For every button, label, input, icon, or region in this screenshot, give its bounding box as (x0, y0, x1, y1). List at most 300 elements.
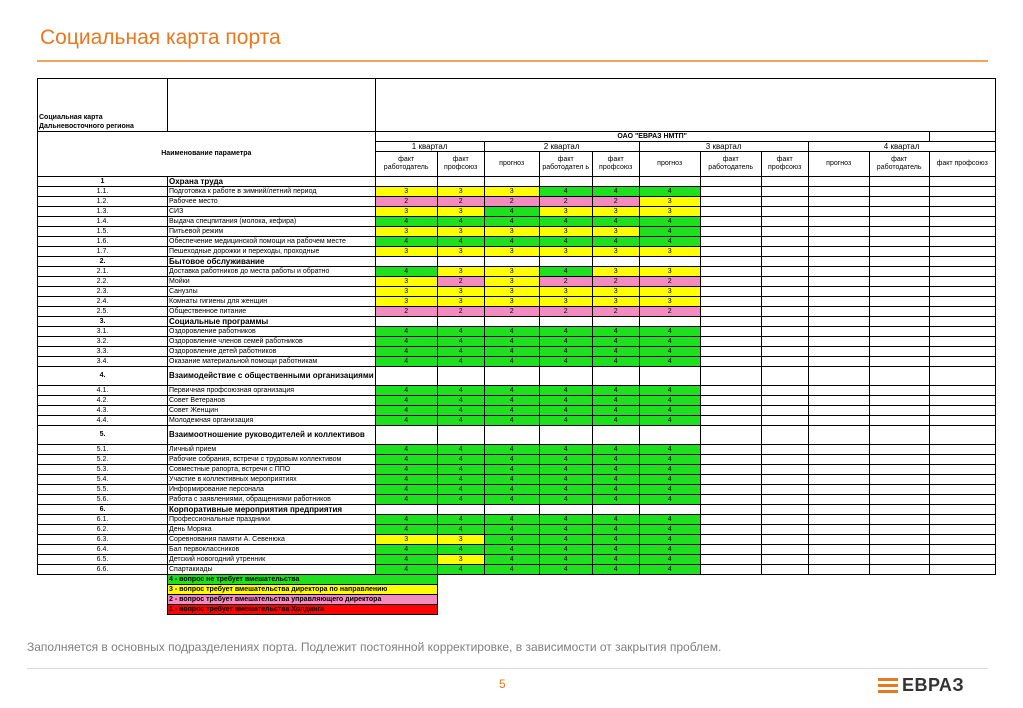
empty-cell (761, 386, 808, 396)
row-parameter: Профессиональные праздники (168, 515, 376, 525)
row-parameter: Питьевой режим (168, 227, 376, 237)
score-cell: 4 (592, 416, 639, 426)
score-cell: 3 (375, 297, 437, 307)
empty-cell (437, 177, 484, 187)
table-row (38, 455, 996, 465)
empty-cell (592, 426, 639, 445)
score-cell: 4 (539, 217, 592, 227)
empty-cell (929, 327, 995, 337)
score-cell: 4 (592, 396, 639, 406)
empty-cell (761, 515, 808, 525)
score-cell: 3 (375, 535, 437, 545)
row-parameter: Подготовка к работе в зимний/летний период (168, 187, 376, 197)
legend-item: 2 - вопрос требует вмешательства управляющего директора (168, 595, 438, 605)
score-cell: 2 (484, 197, 539, 207)
score-cell: 4 (539, 187, 592, 197)
empty-cell (869, 406, 929, 416)
legend-spacer (869, 595, 929, 605)
score-cell: 3 (437, 227, 484, 237)
empty-cell (761, 357, 808, 367)
score-cell: 4 (639, 187, 700, 197)
empty-cell (761, 197, 808, 207)
row-parameter: Рабочее место (168, 197, 376, 207)
empty-cell (761, 535, 808, 545)
score-cell: 3 (539, 227, 592, 237)
empty-cell (700, 187, 761, 197)
empty-cell (761, 555, 808, 565)
row-number: 4.3. (38, 406, 168, 416)
quarter-2: 2 квартал (484, 142, 639, 152)
score-cell: 4 (592, 485, 639, 495)
score-cell: 4 (539, 535, 592, 545)
section-row (38, 505, 996, 515)
empty-cell (808, 317, 869, 327)
empty-cell (437, 317, 484, 327)
score-cell: 4 (484, 515, 539, 525)
score-cell: 4 (539, 337, 592, 347)
empty-cell (700, 307, 761, 317)
empty-cell (869, 347, 929, 357)
empty-cell (761, 505, 808, 515)
score-cell: 4 (639, 416, 700, 426)
legend-spacer (929, 595, 995, 605)
score-cell: 4 (539, 565, 592, 575)
empty-cell (700, 297, 761, 307)
q3-fact-union: факт профсоюз (761, 152, 808, 177)
score-cell: 3 (437, 247, 484, 257)
section-number: 1 (38, 177, 168, 187)
row-number: 5.4. (38, 475, 168, 485)
legend-spacer (808, 585, 869, 595)
legend-spacer (869, 575, 929, 585)
empty-cell (761, 217, 808, 227)
section-number: 2. (38, 257, 168, 267)
score-cell: 4 (592, 445, 639, 455)
section-number: 5. (38, 426, 168, 445)
score-cell: 4 (375, 396, 437, 406)
legend-spacer (592, 575, 639, 585)
score-cell: 4 (639, 495, 700, 505)
row-number: 4.2. (38, 396, 168, 406)
table-row (38, 406, 996, 416)
score-cell: 2 (592, 197, 639, 207)
quarter-4: 4 квартал (808, 142, 995, 152)
row-parameter: Совет Ветеранов (168, 396, 376, 406)
legend-spacer (484, 605, 539, 615)
score-cell: 3 (592, 267, 639, 277)
page-number: 5 (499, 677, 506, 691)
score-cell: 4 (484, 386, 539, 396)
empty-cell (808, 367, 869, 386)
empty-cell (700, 406, 761, 416)
score-cell: 4 (639, 337, 700, 347)
empty-cell (808, 505, 869, 515)
score-cell: 3 (539, 207, 592, 217)
empty-cell (700, 545, 761, 555)
score-cell: 4 (539, 525, 592, 535)
score-cell: 4 (484, 535, 539, 545)
score-cell: 4 (437, 445, 484, 455)
score-cell: 4 (375, 406, 437, 416)
empty-cell (700, 317, 761, 327)
q1-fact-union: факт профсоюз (437, 152, 484, 177)
empty-cell (929, 297, 995, 307)
section-row (38, 426, 996, 445)
empty-cell (808, 297, 869, 307)
score-cell: 4 (375, 485, 437, 495)
empty-cell (869, 197, 929, 207)
empty-cell (700, 257, 761, 267)
legend-spacer (869, 585, 929, 595)
score-cell: 3 (639, 287, 700, 297)
empty-cell (761, 455, 808, 465)
row-parameter: Комнаты гигиены для женщин (168, 297, 376, 307)
empty-cell (700, 227, 761, 237)
score-cell: 2 (592, 277, 639, 287)
score-cell: 4 (375, 455, 437, 465)
score-cell: 4 (437, 465, 484, 475)
empty-cell (929, 465, 995, 475)
score-cell: 4 (375, 337, 437, 347)
score-cell: 4 (539, 347, 592, 357)
score-cell: 3 (484, 267, 539, 277)
score-cell: 3 (437, 297, 484, 307)
section-title: Взаимоотношение руководителей и коллективов (168, 426, 376, 445)
legend-spacer (761, 585, 808, 595)
score-cell: 3 (539, 287, 592, 297)
score-cell: 4 (639, 386, 700, 396)
empty-cell (929, 475, 995, 485)
empty-cell (929, 227, 995, 237)
score-cell: 4 (539, 495, 592, 505)
empty-cell (761, 267, 808, 277)
empty-cell (869, 207, 929, 217)
score-cell: 2 (539, 307, 592, 317)
empty-cell (761, 177, 808, 187)
empty-cell (929, 396, 995, 406)
score-cell: 4 (639, 347, 700, 357)
empty-cell (761, 187, 808, 197)
empty-cell (929, 406, 995, 416)
empty-cell (929, 505, 995, 515)
score-cell: 4 (437, 347, 484, 357)
legend-item: 3 - вопрос требует вмешательства директора по направлению (168, 585, 438, 595)
empty-cell (869, 297, 929, 307)
score-cell: 3 (639, 247, 700, 257)
row-parameter: Личный прием (168, 445, 376, 455)
row-parameter: Оздоровление работников (168, 327, 376, 337)
score-cell: 4 (484, 485, 539, 495)
empty-cell (592, 367, 639, 386)
empty-cell (592, 317, 639, 327)
empty-cell (375, 426, 437, 445)
score-cell: 4 (639, 545, 700, 555)
score-cell: 4 (437, 217, 484, 227)
empty-cell (869, 367, 929, 386)
empty-cell (808, 217, 869, 227)
empty-cell (375, 367, 437, 386)
row-number: 6.4. (38, 545, 168, 555)
score-cell: 4 (375, 327, 437, 337)
empty-cell (375, 317, 437, 327)
score-cell: 2 (539, 277, 592, 287)
score-cell: 4 (437, 455, 484, 465)
corner-line-2: Дальневосточного региона (39, 123, 134, 130)
row-parameter: Оздоровление детей работников (168, 347, 376, 357)
empty-cell (761, 227, 808, 237)
score-cell: 4 (484, 555, 539, 565)
empty-cell (761, 327, 808, 337)
score-cell: 4 (539, 545, 592, 555)
empty-cell (639, 317, 700, 327)
score-cell: 4 (484, 445, 539, 455)
score-cell: 4 (484, 455, 539, 465)
q1-fact-employer: факт работодатель (375, 152, 437, 177)
row-parameter: Бал первоклассников (168, 545, 376, 555)
evraz-stripes-icon (878, 678, 898, 693)
score-cell: 3 (539, 297, 592, 307)
q4-fact-union: факт профсоюз (929, 152, 995, 177)
empty-cell (929, 495, 995, 505)
empty-cell (592, 177, 639, 187)
row-parameter: Общественное питание (168, 307, 376, 317)
score-cell: 4 (484, 357, 539, 367)
empty-cell (639, 367, 700, 386)
empty-cell (808, 357, 869, 367)
legend-spacer (808, 605, 869, 615)
legend-spacer (639, 595, 700, 605)
score-cell: 4 (592, 495, 639, 505)
empty-cell (869, 187, 929, 197)
empty-cell (808, 396, 869, 406)
empty-cell (700, 455, 761, 465)
empty-cell (761, 337, 808, 347)
empty-cell (869, 227, 929, 237)
empty-cell (929, 307, 995, 317)
empty-cell (869, 287, 929, 297)
score-cell: 3 (539, 247, 592, 257)
score-cell: 4 (375, 237, 437, 247)
empty-cell (700, 207, 761, 217)
empty-cell (929, 247, 995, 257)
section-row (38, 317, 996, 327)
empty-cell (929, 197, 995, 207)
empty-cell (869, 237, 929, 247)
score-cell: 4 (539, 465, 592, 475)
score-cell: 3 (592, 297, 639, 307)
section-row (38, 177, 996, 187)
empty-cell (700, 267, 761, 277)
table-row (38, 287, 996, 297)
empty-cell (869, 177, 929, 187)
score-cell: 4 (437, 485, 484, 495)
empty-cell (869, 317, 929, 327)
empty-cell (808, 416, 869, 426)
empty-cell (539, 426, 592, 445)
score-cell: 4 (484, 207, 539, 217)
company-blank-cell (929, 132, 995, 142)
empty-cell (869, 495, 929, 505)
empty-cell (761, 525, 808, 535)
score-cell: 3 (484, 187, 539, 197)
empty-cell (869, 307, 929, 317)
header-corner-row (38, 79, 996, 132)
empty-cell (808, 445, 869, 455)
empty-cell (808, 267, 869, 277)
table-row (38, 307, 996, 317)
empty-cell (700, 287, 761, 297)
legend-spacer (38, 575, 168, 585)
legend-spacer (539, 575, 592, 585)
empty-cell (869, 455, 929, 465)
score-cell: 4 (592, 357, 639, 367)
table-row (38, 227, 996, 237)
score-cell: 4 (484, 327, 539, 337)
row-parameter: Оздоровление членов семей работников (168, 337, 376, 347)
empty-cell (808, 455, 869, 465)
table-row (38, 247, 996, 257)
empty-cell (929, 277, 995, 287)
empty-cell (869, 267, 929, 277)
score-cell: 4 (484, 545, 539, 555)
empty-cell (639, 257, 700, 267)
q2-forecast: прогноз (484, 152, 539, 177)
empty-cell (869, 565, 929, 575)
empty-cell (808, 475, 869, 485)
row-number: 6.2. (38, 525, 168, 535)
score-cell: 4 (592, 455, 639, 465)
score-cell: 4 (484, 396, 539, 406)
section-row (38, 367, 996, 386)
empty-cell (808, 177, 869, 187)
empty-cell (700, 465, 761, 475)
score-cell: 4 (484, 217, 539, 227)
score-cell: 3 (437, 187, 484, 197)
legend-spacer (639, 585, 700, 595)
empty-cell (929, 267, 995, 277)
score-cell: 4 (539, 445, 592, 455)
score-cell: 4 (484, 465, 539, 475)
score-cell: 3 (639, 267, 700, 277)
corner-line-1: Социальная карта (39, 114, 103, 121)
score-cell: 4 (484, 475, 539, 485)
section-title: Социальные программы (168, 317, 376, 327)
row-parameter: Работа с заявлениями, обращениями работников (168, 495, 376, 505)
table-row (38, 445, 996, 455)
score-cell: 4 (592, 327, 639, 337)
score-cell: 3 (437, 287, 484, 297)
score-cell: 4 (639, 406, 700, 416)
empty-cell (761, 307, 808, 317)
score-cell: 4 (437, 406, 484, 416)
empty-cell (869, 386, 929, 396)
empty-cell (808, 495, 869, 505)
empty-cell (639, 177, 700, 187)
table-row (38, 555, 996, 565)
empty-cell (700, 197, 761, 207)
empty-cell (869, 426, 929, 445)
row-parameter: Молодежная организация (168, 416, 376, 426)
score-cell: 4 (639, 396, 700, 406)
row-parameter: Совместные рапорта, встречи с ППО (168, 465, 376, 475)
row-parameter: Санузлы (168, 287, 376, 297)
empty-cell (700, 327, 761, 337)
legend-spacer (484, 575, 539, 585)
slide-title: Социальная карта порта (40, 26, 281, 49)
row-number: 3.3. (38, 347, 168, 357)
empty-cell (484, 505, 539, 515)
score-cell: 4 (484, 347, 539, 357)
legend-item: 1 - вопрос требует вмешательства Холдинга (168, 605, 438, 615)
score-cell: 4 (592, 347, 639, 357)
score-cell: 3 (437, 207, 484, 217)
empty-cell (700, 555, 761, 565)
row-number: 3.1. (38, 327, 168, 337)
legend-spacer (38, 605, 168, 615)
score-cell: 3 (437, 555, 484, 565)
row-parameter: Спартакиады (168, 565, 376, 575)
legend-spacer (639, 605, 700, 615)
empty-cell (929, 565, 995, 575)
empty-cell (808, 535, 869, 545)
score-cell: 3 (484, 277, 539, 287)
empty-cell (761, 317, 808, 327)
empty-cell (700, 277, 761, 287)
bottom-divider (27, 668, 988, 669)
legend-spacer (539, 585, 592, 595)
empty-cell (808, 307, 869, 317)
empty-cell (539, 505, 592, 515)
legend-row (38, 605, 996, 615)
empty-cell (539, 257, 592, 267)
legend-spacer (484, 585, 539, 595)
section-title: Корпоративные мероприятия предприятия (168, 505, 376, 515)
legend-spacer (38, 595, 168, 605)
row-number: 5.1. (38, 445, 168, 455)
q2-fact-employer: факт работодател ь (539, 152, 592, 177)
legend-spacer (869, 605, 929, 615)
row-parameter: Соревнования памяти А. Севенюка (168, 535, 376, 545)
empty-cell (761, 416, 808, 426)
score-cell: 4 (592, 535, 639, 545)
score-cell: 4 (484, 495, 539, 505)
empty-cell (437, 257, 484, 267)
score-cell: 4 (375, 267, 437, 277)
empty-cell (700, 505, 761, 515)
score-cell: 3 (592, 207, 639, 217)
row-number: 1.7. (38, 247, 168, 257)
empty-cell (808, 197, 869, 207)
empty-cell (700, 485, 761, 495)
score-cell: 2 (639, 307, 700, 317)
empty-cell (808, 277, 869, 287)
q4-fact-employer: факт работодатель (869, 152, 929, 177)
empty-cell (869, 337, 929, 347)
score-cell: 2 (539, 197, 592, 207)
legend-spacer (700, 585, 761, 595)
empty-cell (869, 247, 929, 257)
score-cell: 4 (437, 565, 484, 575)
header-blank-cell (375, 79, 995, 132)
row-number: 6.1. (38, 515, 168, 525)
section-title: Бытовое обслуживание (168, 257, 376, 267)
empty-cell (808, 555, 869, 565)
score-cell: 3 (375, 227, 437, 237)
q2-fact-union: факт профсоюз (592, 152, 639, 177)
empty-cell (808, 525, 869, 535)
score-cell: 4 (375, 495, 437, 505)
table-row (38, 187, 996, 197)
